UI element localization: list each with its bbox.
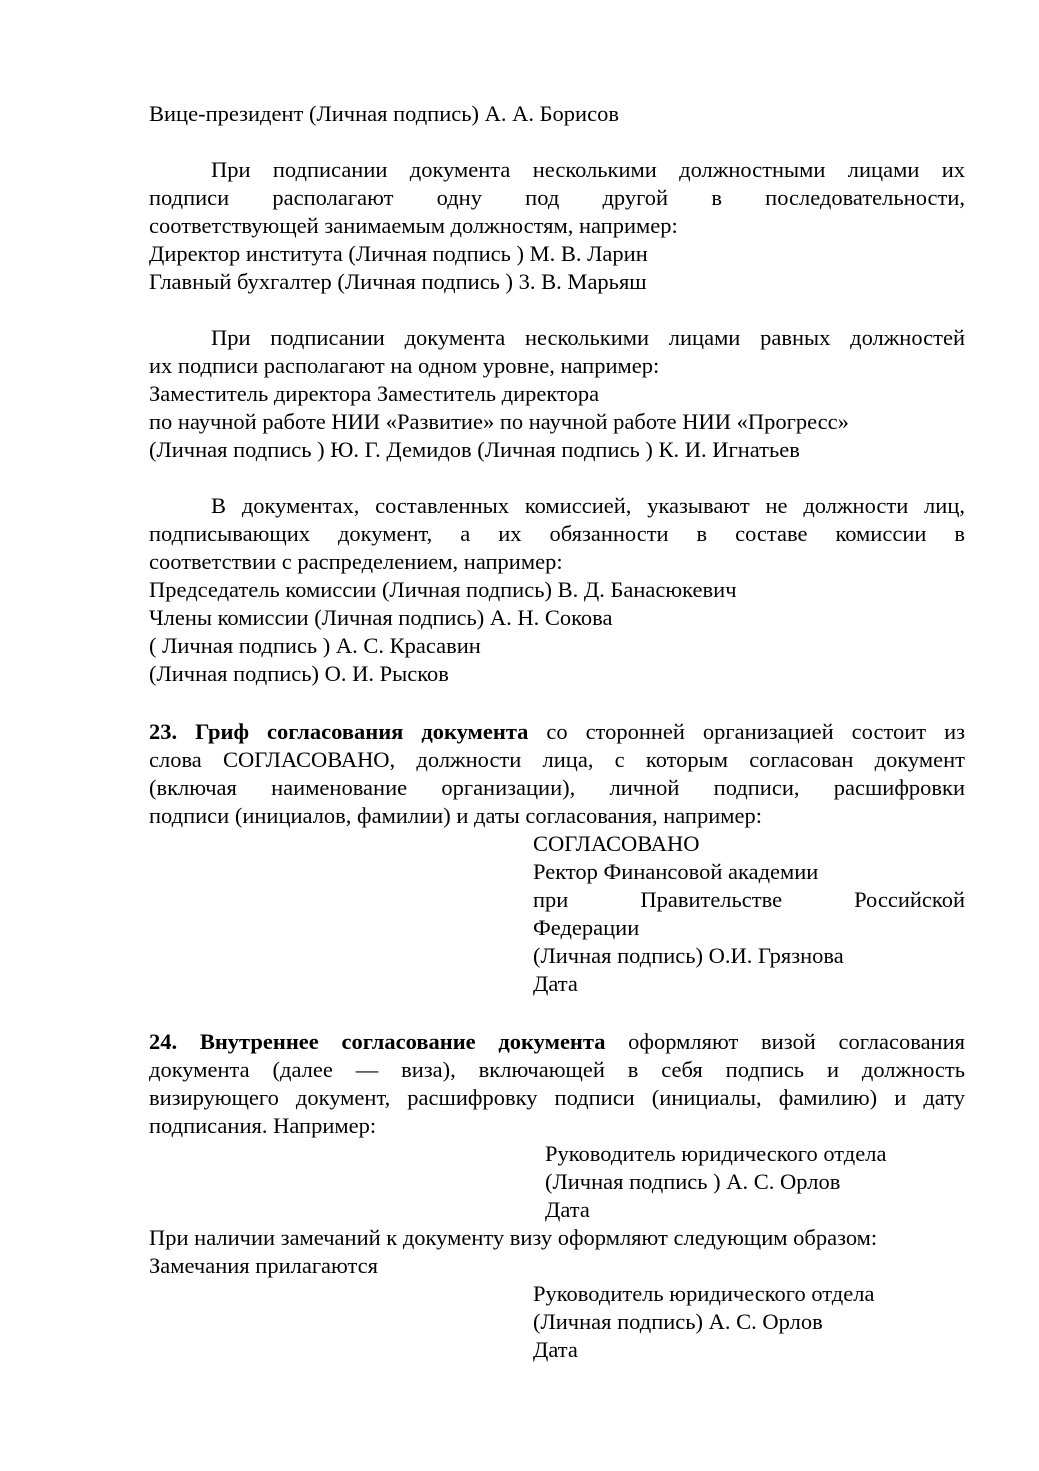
paragraph-line: подписывающих документ, а их обязанности в составе комиссии в bbox=[149, 521, 965, 546]
section-24-text: оформляют визой согласования bbox=[605, 1029, 965, 1054]
approval-stamp-line: Ректор Финансовой академии bbox=[533, 859, 819, 884]
paragraph-line: слова СОГЛАСОВАНО, должности лица, с которым согласован документ bbox=[149, 747, 965, 772]
paragraph-line: их подписи располагают на одном уровне, например: bbox=[149, 353, 660, 378]
paragraph-line: При подписании документа несколькими лицами равных должностей bbox=[211, 325, 965, 350]
paragraph-line: (включая наименование организации), личной подписи, расшифровки bbox=[149, 775, 965, 800]
signature-line: Директор института (Личная подпись ) М. В. Ларин bbox=[149, 241, 648, 266]
signature-line: ( Личная подпись ) А. С. Красавин bbox=[149, 633, 481, 658]
section-24-heading-line bbox=[149, 1028, 965, 1056]
visa-line: (Личная подпись) А. С. Орлов bbox=[533, 1309, 823, 1334]
approval-stamp-line: Дата bbox=[533, 971, 578, 996]
paragraph-line: При подписании документа несколькими должностными лицами их bbox=[211, 157, 965, 182]
approval-stamp-line: (Личная подпись) О.И. Грязнова bbox=[533, 943, 844, 968]
visa-line: Руководитель юридического отдела bbox=[545, 1141, 887, 1166]
paragraph-line: Замечания прилагаются bbox=[149, 1253, 378, 1278]
visa-line: Дата bbox=[533, 1337, 578, 1362]
paragraph-line: подписания. Например: bbox=[149, 1113, 377, 1138]
paragraph-line: соответствии с распределением, например: bbox=[149, 549, 563, 574]
signature-line: Председатель комиссии (Личная подпись) В. Д. Банасюкевич bbox=[149, 577, 737, 602]
approval-stamp-line: при Правительстве Российской bbox=[533, 887, 965, 912]
signature-line: Главный бухгалтер (Личная подпись ) 3. В. Марьяш bbox=[149, 269, 647, 294]
signature-line: Члены комиссии (Личная подпись) А. Н. Сокова bbox=[149, 605, 613, 630]
section-24-heading: 24. Внутреннее согласование документа bbox=[149, 1029, 606, 1054]
section-23-heading-line bbox=[149, 718, 965, 746]
signature-line: Вице-президент (Личная подпись) А. А. Борисов bbox=[149, 101, 619, 126]
paragraph-line: При наличии замечаний к документу визу оформляют следующим образом: bbox=[149, 1225, 878, 1250]
paragraph-line: В документах, составленных комиссией, указывают не должности лиц, bbox=[211, 493, 965, 518]
approval-stamp-line: Федерации bbox=[533, 915, 640, 940]
signature-line: Заместитель директора Заместитель директора bbox=[149, 381, 600, 406]
paragraph-line: документа (далее — виза), включающей в себя подпись и должность bbox=[149, 1057, 965, 1082]
section-23-heading: 23. Гриф согласования документа bbox=[149, 719, 529, 744]
paragraph-line: визирующего документ, расшифровку подписи (инициалы, фамилию) и дату bbox=[149, 1085, 965, 1110]
visa-line: Руководитель юридического отдела bbox=[533, 1281, 875, 1306]
signature-line: (Личная подпись) О. И. Рысков bbox=[149, 661, 449, 686]
paragraph-line: подписи располагают одну под другой в последовательности, bbox=[149, 185, 965, 210]
approval-stamp-line: СОГЛАСОВАНО bbox=[533, 831, 700, 856]
paragraph-line: соответствующей занимаемым должностям, например: bbox=[149, 213, 678, 238]
visa-line: (Личная подпись ) А. С. Орлов bbox=[545, 1169, 841, 1194]
signature-line: по научной работе НИИ «Развитие» по научной работе НИИ «Прогресс» bbox=[149, 409, 849, 434]
visa-line: Дата bbox=[545, 1197, 590, 1222]
section-23-text: со сторонней организацией состоит из bbox=[528, 719, 965, 744]
paragraph-line: подписи (инициалов, фамилии) и даты согласования, например: bbox=[149, 803, 762, 828]
signature-line: (Личная подпись ) Ю. Г. Демидов (Личная подпись ) К. И. Игнатьев bbox=[149, 437, 800, 462]
